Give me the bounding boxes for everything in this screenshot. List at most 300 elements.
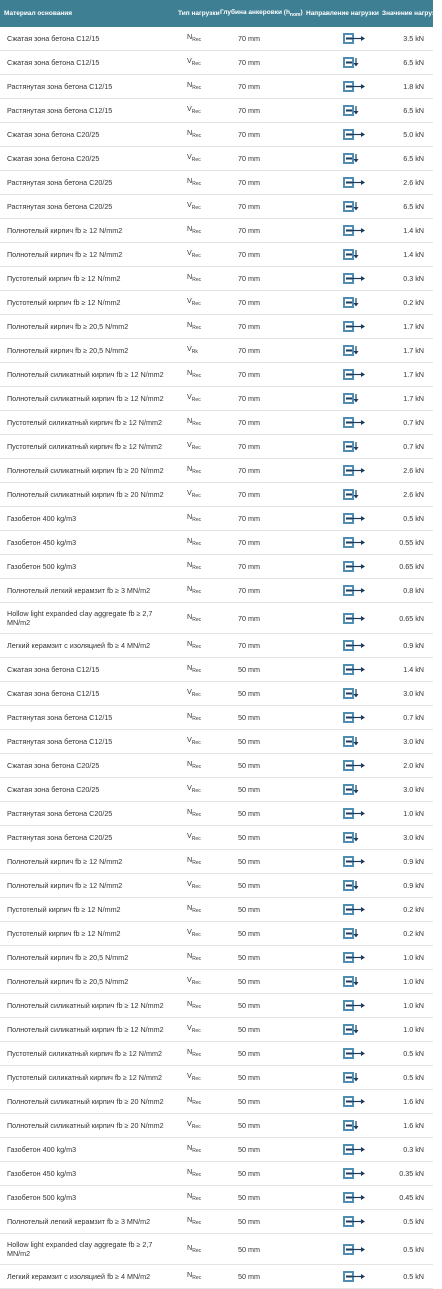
value-cell: 0.35 kN bbox=[382, 1162, 433, 1186]
load-type-sub: Rec bbox=[192, 541, 202, 547]
load-type-cell bbox=[174, 387, 216, 411]
material-cell: Растянутая зона бетона C12/15 bbox=[0, 75, 174, 99]
shear-load-icon bbox=[343, 153, 367, 164]
table-row bbox=[0, 195, 433, 219]
material-cell: Пустотелый силикатный кирпич fb ≥ 12 N/mm2 bbox=[0, 1042, 174, 1066]
value-cell: 5.0 kN bbox=[382, 123, 433, 147]
table-row bbox=[0, 219, 433, 243]
depth-cell: 70 mm bbox=[216, 459, 302, 483]
load-type-cell bbox=[174, 850, 216, 874]
depth-cell: 70 mm bbox=[216, 579, 302, 603]
value-cell: 0.5 kN bbox=[382, 1066, 433, 1090]
header-anchor-depth bbox=[216, 0, 302, 27]
load-type-sub: Rec bbox=[192, 85, 202, 91]
load-type-letter: N bbox=[187, 759, 193, 768]
load-type-cell bbox=[174, 898, 216, 922]
load-type-cell bbox=[174, 1210, 216, 1234]
tension-load-icon bbox=[343, 1168, 367, 1179]
value-cell: 6.5 kN bbox=[382, 195, 433, 219]
direction-cell bbox=[302, 291, 382, 315]
table-row bbox=[0, 459, 433, 483]
value-cell: 0.65 kN bbox=[382, 603, 433, 634]
material-cell: Пустотелый силикатный кирпич fb ≥ 12 N/mm2 bbox=[0, 435, 174, 459]
load-type-sub: Rec bbox=[191, 692, 201, 698]
load-type-letter: V bbox=[187, 488, 192, 497]
load-type-letter: N bbox=[187, 272, 193, 281]
shear-load-icon bbox=[343, 736, 367, 747]
direction-cell bbox=[302, 315, 382, 339]
load-type-cell bbox=[174, 75, 216, 99]
value-cell: 0.45 kN bbox=[382, 1186, 433, 1210]
shear-load-icon bbox=[343, 57, 367, 68]
direction-cell bbox=[302, 1090, 382, 1114]
tension-load-icon bbox=[343, 1271, 367, 1282]
depth-cell: 70 mm bbox=[216, 531, 302, 555]
material-cell: Растянутая зона бетона C12/15 bbox=[0, 99, 174, 123]
load-type-cell bbox=[174, 507, 216, 531]
value-cell: 2.0 kN bbox=[382, 754, 433, 778]
depth-cell: 50 mm bbox=[216, 1162, 302, 1186]
load-type-cell bbox=[174, 970, 216, 994]
direction-cell bbox=[302, 51, 382, 75]
table-row bbox=[0, 850, 433, 874]
load-type-letter: V bbox=[187, 56, 192, 65]
depth-cell: 50 mm bbox=[216, 826, 302, 850]
depth-cell: 50 mm bbox=[216, 1114, 302, 1138]
material-cell: Газобетон 400 kg/m3 bbox=[0, 507, 174, 531]
value-cell: 1.0 kN bbox=[382, 946, 433, 970]
value-cell: 3.0 kN bbox=[382, 778, 433, 802]
load-type-letter: N bbox=[187, 128, 193, 137]
material-cell: Полнотелый кирпич fb ≥ 20,5 N/mm2 bbox=[0, 946, 174, 970]
table-row bbox=[0, 922, 433, 946]
load-type-letter: N bbox=[187, 1270, 193, 1279]
material-cell: Полнотелый легкий керамзит fb ≥ 3 MN/m2 bbox=[0, 579, 174, 603]
depth-cell: 70 mm bbox=[216, 507, 302, 531]
depth-cell: 50 mm bbox=[216, 754, 302, 778]
table-row bbox=[0, 315, 433, 339]
tension-load-icon bbox=[343, 417, 367, 428]
load-type-cell bbox=[174, 171, 216, 195]
load-type-letter: V bbox=[187, 927, 192, 936]
depth-cell: 70 mm bbox=[216, 483, 302, 507]
depth-cell: 50 mm bbox=[216, 946, 302, 970]
table-row bbox=[0, 994, 433, 1018]
load-type-cell bbox=[174, 411, 216, 435]
load-type-cell bbox=[174, 1042, 216, 1066]
load-type-sub: Rec bbox=[191, 980, 201, 986]
load-type-sub: Rec bbox=[191, 397, 201, 403]
depth-cell: 70 mm bbox=[216, 195, 302, 219]
header-load-type: Тип нагрузки bbox=[174, 0, 216, 27]
material-cell: Пустотелый кирпич fb ≥ 12 N/mm2 bbox=[0, 291, 174, 315]
load-type-letter: V bbox=[187, 879, 192, 888]
tension-load-icon bbox=[343, 952, 367, 963]
load-type-sub: Rec bbox=[191, 493, 201, 499]
load-type-letter: V bbox=[187, 1023, 192, 1032]
load-type-cell bbox=[174, 1265, 216, 1289]
depth-cell: 50 mm bbox=[216, 778, 302, 802]
load-type-letter: N bbox=[187, 368, 193, 377]
direction-cell bbox=[302, 459, 382, 483]
header-material: Материал основания bbox=[0, 0, 174, 27]
load-type-letter: N bbox=[187, 951, 193, 960]
load-type-letter: N bbox=[187, 416, 193, 425]
table-row bbox=[0, 1114, 433, 1138]
load-type-letter: N bbox=[187, 560, 193, 569]
direction-cell bbox=[302, 267, 382, 291]
load-type-letter: N bbox=[187, 1191, 193, 1200]
load-type-cell bbox=[174, 123, 216, 147]
table-row bbox=[0, 1210, 433, 1234]
load-type-sub: Rec bbox=[192, 229, 202, 235]
material-cell: Газобетон 450 kg/m3 bbox=[0, 531, 174, 555]
material-cell: Полнотелый кирпич fb ≥ 12 N/mm2 bbox=[0, 243, 174, 267]
value-cell: 2.6 kN bbox=[382, 483, 433, 507]
material-cell: Пустотелый силикатный кирпич fb ≥ 12 N/mm2 bbox=[0, 1066, 174, 1090]
depth-cell: 70 mm bbox=[216, 219, 302, 243]
direction-cell bbox=[302, 850, 382, 874]
load-type-sub: Rec bbox=[192, 908, 202, 914]
depth-cell: 70 mm bbox=[216, 339, 302, 363]
direction-cell bbox=[302, 898, 382, 922]
value-cell: 0.9 kN bbox=[382, 874, 433, 898]
table-row bbox=[0, 603, 433, 634]
value-cell: 0.7 kN bbox=[382, 411, 433, 435]
direction-cell bbox=[302, 730, 382, 754]
load-type-sub: Rec bbox=[192, 716, 202, 722]
shear-load-icon bbox=[343, 976, 367, 987]
tension-load-icon bbox=[343, 1096, 367, 1107]
load-type-letter: N bbox=[187, 1095, 193, 1104]
material-cell: Пустотелый кирпич fb ≥ 12 N/mm2 bbox=[0, 922, 174, 946]
value-cell: 3.0 kN bbox=[382, 682, 433, 706]
load-type-letter: V bbox=[187, 1071, 192, 1080]
load-type-letter: V bbox=[187, 248, 192, 257]
load-type-sub: Rec bbox=[192, 133, 202, 139]
table-row bbox=[0, 1066, 433, 1090]
table-row bbox=[0, 1162, 433, 1186]
value-cell: 2.6 kN bbox=[382, 171, 433, 195]
material-cell: Сжатая зона бетона C20/25 bbox=[0, 147, 174, 171]
depth-cell: 50 mm bbox=[216, 658, 302, 682]
table-row bbox=[0, 123, 433, 147]
depth-cell: 70 mm bbox=[216, 291, 302, 315]
material-cell: Полнотелый силикатный кирпич fb ≥ 20 N/mm2 bbox=[0, 1114, 174, 1138]
load-type-cell bbox=[174, 706, 216, 730]
depth-cell: 50 mm bbox=[216, 970, 302, 994]
load-type-letter: V bbox=[187, 687, 192, 696]
load-type-letter: V bbox=[187, 783, 192, 792]
depth-cell: 70 mm bbox=[216, 363, 302, 387]
direction-cell bbox=[302, 123, 382, 147]
load-type-letter: N bbox=[187, 999, 193, 1008]
direction-cell bbox=[302, 778, 382, 802]
tension-load-icon bbox=[343, 1048, 367, 1059]
value-cell: 3.0 kN bbox=[382, 730, 433, 754]
depth-cell: 70 mm bbox=[216, 555, 302, 579]
value-cell: 0.7 kN bbox=[382, 435, 433, 459]
table-row bbox=[0, 411, 433, 435]
depth-cell: 50 mm bbox=[216, 994, 302, 1018]
load-type-letter: V bbox=[187, 344, 192, 353]
material-cell: Полнотелый силикатный кирпич fb ≥ 12 N/mm2 bbox=[0, 1018, 174, 1042]
load-type-cell bbox=[174, 826, 216, 850]
material-cell: Растянутая зона бетона C20/25 bbox=[0, 826, 174, 850]
load-type-sub: Rec bbox=[192, 589, 202, 595]
load-type-letter: N bbox=[187, 639, 193, 648]
shear-load-icon bbox=[343, 201, 367, 212]
load-type-cell bbox=[174, 994, 216, 1018]
material-cell: Растянутая зона бетона C20/25 bbox=[0, 195, 174, 219]
table-row bbox=[0, 387, 433, 411]
direction-cell bbox=[302, 658, 382, 682]
load-type-cell bbox=[174, 147, 216, 171]
material-cell: Газобетон 450 kg/m3 bbox=[0, 1162, 174, 1186]
direction-cell bbox=[302, 387, 382, 411]
shear-load-icon bbox=[343, 345, 367, 356]
direction-cell bbox=[302, 1042, 382, 1066]
material-cell: Полнотелый силикатный кирпич fb ≥ 20 N/mm2 bbox=[0, 1090, 174, 1114]
load-type-sub: Rec bbox=[192, 668, 202, 674]
direction-cell bbox=[302, 579, 382, 603]
table-row bbox=[0, 1042, 433, 1066]
load-type-letter: N bbox=[187, 855, 193, 864]
load-type-sub: Rec bbox=[191, 253, 201, 259]
value-cell: 1.7 kN bbox=[382, 315, 433, 339]
direction-cell bbox=[302, 682, 382, 706]
load-type-sub: Rec bbox=[192, 1148, 202, 1154]
material-cell: Полнотелый силикатный кирпич fb ≥ 12 N/mm2 bbox=[0, 363, 174, 387]
value-cell: 0.5 kN bbox=[382, 1265, 433, 1289]
load-type-sub: Rec bbox=[192, 1196, 202, 1202]
depth-cell: 70 mm bbox=[216, 267, 302, 291]
value-cell: 6.5 kN bbox=[382, 147, 433, 171]
depth-cell: 50 mm bbox=[216, 874, 302, 898]
tension-load-icon bbox=[343, 904, 367, 915]
tension-load-icon bbox=[343, 465, 367, 476]
value-cell: 6.5 kN bbox=[382, 51, 433, 75]
direction-cell bbox=[302, 970, 382, 994]
depth-cell: 70 mm bbox=[216, 603, 302, 634]
material-cell: Растянутая зона бетона C12/15 bbox=[0, 706, 174, 730]
load-type-sub: Rec bbox=[191, 205, 201, 211]
direction-cell bbox=[302, 1210, 382, 1234]
load-type-sub: Rec bbox=[192, 517, 202, 523]
material-cell: Hollow light expanded clay aggregate fb ≥ 2,7 MN/m2 bbox=[0, 1234, 174, 1265]
table-row bbox=[0, 1265, 433, 1289]
load-type-cell bbox=[174, 1186, 216, 1210]
depth-cell: 70 mm bbox=[216, 99, 302, 123]
value-cell: 1.7 kN bbox=[382, 363, 433, 387]
table-row bbox=[0, 363, 433, 387]
load-type-cell bbox=[174, 555, 216, 579]
direction-cell bbox=[302, 1018, 382, 1042]
tension-load-icon bbox=[343, 273, 367, 284]
load-type-cell bbox=[174, 1234, 216, 1265]
material-cell: Полнотелый кирпич fb ≥ 20,5 N/mm2 bbox=[0, 970, 174, 994]
table-row bbox=[0, 339, 433, 363]
direction-cell bbox=[302, 195, 382, 219]
table-row bbox=[0, 243, 433, 267]
table-row bbox=[0, 531, 433, 555]
load-type-sub: Rec bbox=[191, 788, 201, 794]
direction-cell bbox=[302, 75, 382, 99]
table-row bbox=[0, 730, 433, 754]
direction-cell bbox=[302, 435, 382, 459]
depth-cell: 50 mm bbox=[216, 922, 302, 946]
value-cell: 1.7 kN bbox=[382, 339, 433, 363]
load-type-letter: N bbox=[187, 464, 193, 473]
material-cell: Пустотелый кирпич fb ≥ 12 N/mm2 bbox=[0, 898, 174, 922]
direction-cell bbox=[302, 339, 382, 363]
load-type-sub: Rec bbox=[192, 1100, 202, 1106]
load-type-letter: V bbox=[187, 200, 192, 209]
table-row bbox=[0, 267, 433, 291]
depth-cell: 70 mm bbox=[216, 243, 302, 267]
depth-cell: 50 mm bbox=[216, 1066, 302, 1090]
direction-cell bbox=[302, 994, 382, 1018]
tension-load-icon bbox=[343, 640, 367, 651]
tension-load-icon bbox=[343, 537, 367, 548]
table-row bbox=[0, 171, 433, 195]
load-type-sub: Rec bbox=[191, 884, 201, 890]
direction-cell bbox=[302, 531, 382, 555]
load-type-cell bbox=[174, 531, 216, 555]
load-type-letter: V bbox=[187, 104, 192, 113]
load-type-cell bbox=[174, 658, 216, 682]
tension-load-icon bbox=[343, 1216, 367, 1227]
table-row bbox=[0, 898, 433, 922]
load-type-cell bbox=[174, 27, 216, 51]
load-type-cell bbox=[174, 874, 216, 898]
material-cell: Растянутая зона бетона C20/25 bbox=[0, 171, 174, 195]
load-type-cell bbox=[174, 730, 216, 754]
load-type-cell bbox=[174, 195, 216, 219]
depth-cell: 70 mm bbox=[216, 75, 302, 99]
shear-load-icon bbox=[343, 688, 367, 699]
direction-cell bbox=[302, 1186, 382, 1210]
value-cell: 1.4 kN bbox=[382, 243, 433, 267]
load-type-sub: Rec bbox=[192, 812, 202, 818]
load-type-sub: Rec bbox=[192, 565, 202, 571]
depth-cell: 70 mm bbox=[216, 387, 302, 411]
table-row bbox=[0, 682, 433, 706]
depth-cell: 70 mm bbox=[216, 27, 302, 51]
load-type-cell bbox=[174, 922, 216, 946]
depth-cell: 70 mm bbox=[216, 315, 302, 339]
load-type-cell bbox=[174, 682, 216, 706]
table-row bbox=[0, 483, 433, 507]
table-row bbox=[0, 946, 433, 970]
load-type-sub: Rec bbox=[192, 181, 202, 187]
table-row bbox=[0, 75, 433, 99]
load-type-sub: Rec bbox=[192, 277, 202, 283]
depth-cell: 50 mm bbox=[216, 706, 302, 730]
depth-cell: 50 mm bbox=[216, 682, 302, 706]
load-type-letter: V bbox=[187, 296, 192, 305]
load-type-sub: Rk bbox=[191, 349, 198, 355]
direction-cell bbox=[302, 826, 382, 850]
tension-load-icon bbox=[343, 856, 367, 867]
load-type-letter: N bbox=[187, 1215, 193, 1224]
value-cell: 2.6 kN bbox=[382, 459, 433, 483]
value-cell: 0.2 kN bbox=[382, 922, 433, 946]
load-type-letter: N bbox=[187, 711, 193, 720]
table-row bbox=[0, 706, 433, 730]
value-cell: 0.5 kN bbox=[382, 1234, 433, 1265]
load-type-letter: N bbox=[187, 1242, 193, 1252]
load-type-letter: N bbox=[187, 224, 193, 233]
load-type-cell bbox=[174, 1018, 216, 1042]
value-cell: 1.7 kN bbox=[382, 387, 433, 411]
depth-cell: 50 mm bbox=[216, 850, 302, 874]
direction-cell bbox=[302, 922, 382, 946]
material-cell: Полнотелый силикатный кирпич fb ≥ 12 N/mm2 bbox=[0, 994, 174, 1018]
depth-cell: 50 mm bbox=[216, 1265, 302, 1289]
load-type-letter: V bbox=[187, 392, 192, 401]
material-cell: Сжатая зона бетона C20/25 bbox=[0, 778, 174, 802]
header-anchor-depth-text: Глубина анкеровки (h bbox=[220, 9, 290, 16]
load-type-cell bbox=[174, 946, 216, 970]
material-cell: Газобетон 500 kg/m3 bbox=[0, 555, 174, 579]
load-type-letter: V bbox=[187, 152, 192, 161]
value-cell: 0.5 kN bbox=[382, 1210, 433, 1234]
load-type-sub: Rec bbox=[192, 37, 202, 43]
tension-load-icon bbox=[343, 225, 367, 236]
load-type-sub: Rec bbox=[191, 1124, 201, 1130]
load-type-cell bbox=[174, 291, 216, 315]
load-type-letter: N bbox=[187, 320, 193, 329]
table-header bbox=[0, 0, 433, 27]
shear-load-icon bbox=[343, 1072, 367, 1083]
load-type-sub: Rec bbox=[191, 932, 201, 938]
table-row bbox=[0, 435, 433, 459]
load-type-sub: Rec bbox=[192, 1220, 202, 1226]
value-cell: 0.3 kN bbox=[382, 267, 433, 291]
load-type-sub: Rec bbox=[192, 764, 202, 770]
direction-cell bbox=[302, 27, 382, 51]
material-cell: Газобетон 400 kg/m3 bbox=[0, 1138, 174, 1162]
tension-load-icon bbox=[343, 81, 367, 92]
table-row bbox=[0, 99, 433, 123]
table-row bbox=[0, 579, 433, 603]
load-type-sub: Rec bbox=[192, 469, 202, 475]
direction-cell bbox=[302, 507, 382, 531]
load-type-cell bbox=[174, 634, 216, 658]
direction-cell bbox=[302, 706, 382, 730]
depth-cell: 50 mm bbox=[216, 898, 302, 922]
value-cell: 0.8 kN bbox=[382, 579, 433, 603]
value-cell: 1.6 kN bbox=[382, 1114, 433, 1138]
load-type-letter: N bbox=[187, 807, 193, 816]
value-cell: 1.4 kN bbox=[382, 219, 433, 243]
load-type-sub: Rec bbox=[192, 616, 202, 623]
table-row bbox=[0, 874, 433, 898]
tension-load-icon bbox=[343, 321, 367, 332]
load-type-cell bbox=[174, 1114, 216, 1138]
tension-load-icon bbox=[343, 808, 367, 819]
value-cell: 1.8 kN bbox=[382, 75, 433, 99]
load-type-sub: Rec bbox=[191, 301, 201, 307]
load-type-sub: Rec bbox=[192, 373, 202, 379]
load-type-letter: N bbox=[187, 512, 193, 521]
shear-load-icon bbox=[343, 393, 367, 404]
depth-cell: 70 mm bbox=[216, 147, 302, 171]
direction-cell bbox=[302, 1265, 382, 1289]
header-load-value: Значение нагрузки bbox=[382, 0, 433, 27]
direction-cell bbox=[302, 219, 382, 243]
